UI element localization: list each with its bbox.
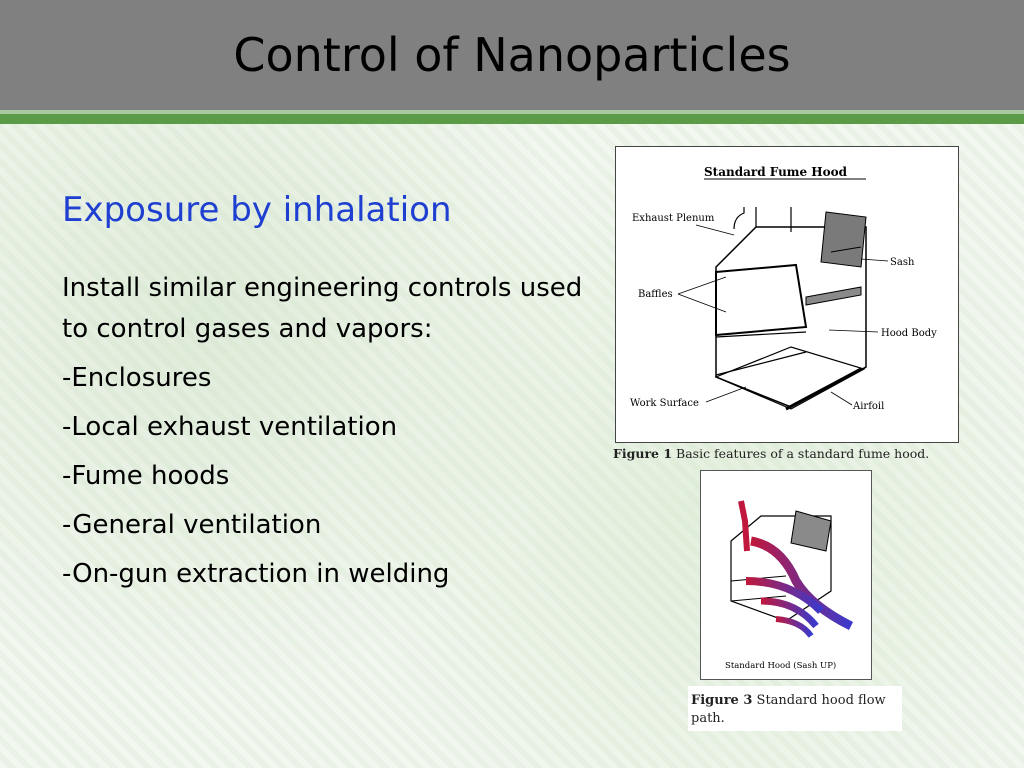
flow-diagram-label: Standard Hood (Sash UP) (725, 661, 837, 671)
bullet-item: -Fume hoods (62, 461, 230, 491)
slide-title: Control of Nanoparticles (233, 28, 791, 82)
hood-flow-drawing (701, 471, 871, 679)
figure3-caption-text: Standard hood flow path. (691, 693, 886, 726)
bullet-item: -Enclosures (62, 363, 212, 393)
label-work-surface: Work Surface (630, 398, 699, 409)
fume-hood-diagram (615, 146, 959, 443)
figure1-caption-text: Basic features of a standard fume hood. (676, 446, 930, 461)
bullet-item: -Local exhaust ventilation (62, 412, 398, 442)
label-exhaust-plenum: Exhaust Plenum (632, 213, 715, 224)
body-text (62, 268, 602, 603)
label-baffles: Baffles (638, 289, 673, 300)
label-sash: Sash (890, 257, 915, 268)
figure3-caption-label: Figure 3 (691, 693, 753, 708)
intro-paragraph: Install similar engineering controls used to control gases and vapors: (62, 273, 583, 344)
title-divider (0, 110, 1024, 124)
slide-subtitle: Exposure by inhalation (62, 190, 452, 230)
figure1-caption (613, 446, 929, 461)
bullet-item: -On-gun extraction in welding (62, 559, 450, 589)
bullet-item: -General ventilation (62, 510, 322, 540)
label-airfoil: Airfoil (853, 401, 885, 412)
fume-hood-drawing (616, 147, 958, 442)
diagram-heading: Standard Fume Hood (704, 165, 848, 179)
label-hood-body: Hood Body (881, 328, 937, 339)
figure3-caption (691, 692, 896, 728)
title-bar (0, 0, 1024, 110)
hood-flow-diagram (700, 470, 872, 680)
figure1-caption-label: Figure 1 (613, 446, 673, 461)
